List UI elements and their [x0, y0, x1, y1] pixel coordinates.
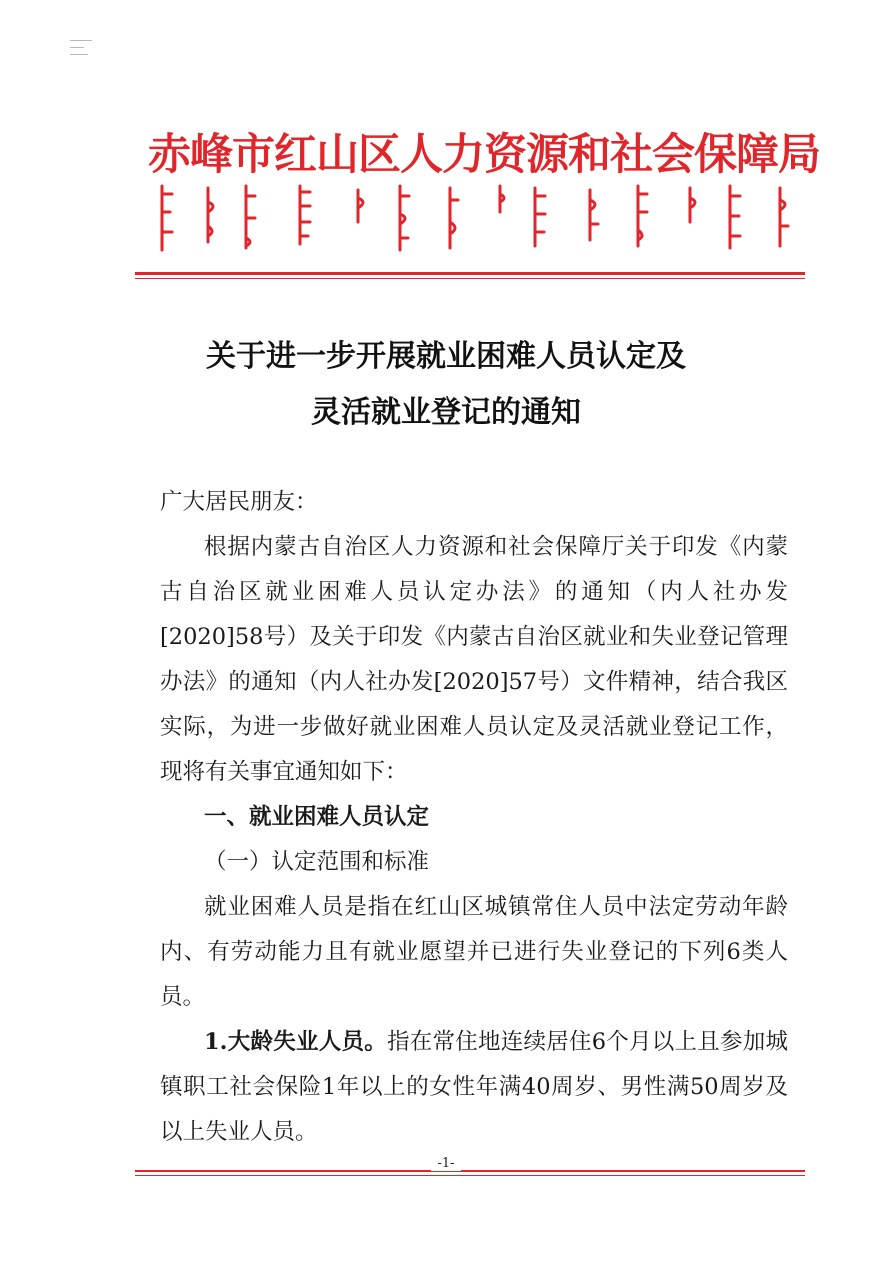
document-title-line2: 灵活就业登记的通知	[311, 395, 581, 430]
paragraph: 根据内蒙古自治区人力资源和社会保障厅关于印发《内蒙古自治区就业困难人员认定办法》的通知（内人社办发[2020]58号）及关于印发《内蒙古自治区就业和失业登记管理办法》的通知（内人社办发[2020]57号）文件精神，结合我区实际，为进一步做好就业困难人员认定及灵活就业登记工作，现将有关事宜通知如下：	[160, 534, 788, 785]
list-item-text: 指在常住地连续居住6个月以上且参加城镇职工社会保险1年以上的女性年满40周岁、男性满50周岁及以上失业人员。	[160, 1029, 788, 1145]
page-number: -1-	[431, 1156, 461, 1171]
mongolian-script-letterhead	[150, 182, 800, 254]
salutation: 广大居民朋友：	[160, 489, 318, 515]
letterhead-title: 赤峰市红山区人力资源和社会保障局	[148, 130, 820, 180]
letterhead-divider	[135, 272, 805, 280]
document-body	[160, 480, 788, 1155]
document-title-line1: 关于进一步开展就业困难人员认定及	[206, 339, 686, 374]
paragraph: 就业困难人员是指在红山区城镇常住人员中法定劳动年龄内、有劳动能力且有就业愿望并已进行失业登记的下列6类人员。	[160, 894, 788, 1010]
subsection-heading: （一）认定范围和标准	[204, 849, 430, 875]
footer-divider	[135, 1166, 805, 1180]
section-heading: 一、就业困难人员认定	[204, 804, 430, 830]
list-item	[160, 1020, 788, 1155]
list-item-lead: 1.大龄失业人员。	[204, 1029, 387, 1055]
scan-artifacts	[70, 40, 100, 110]
